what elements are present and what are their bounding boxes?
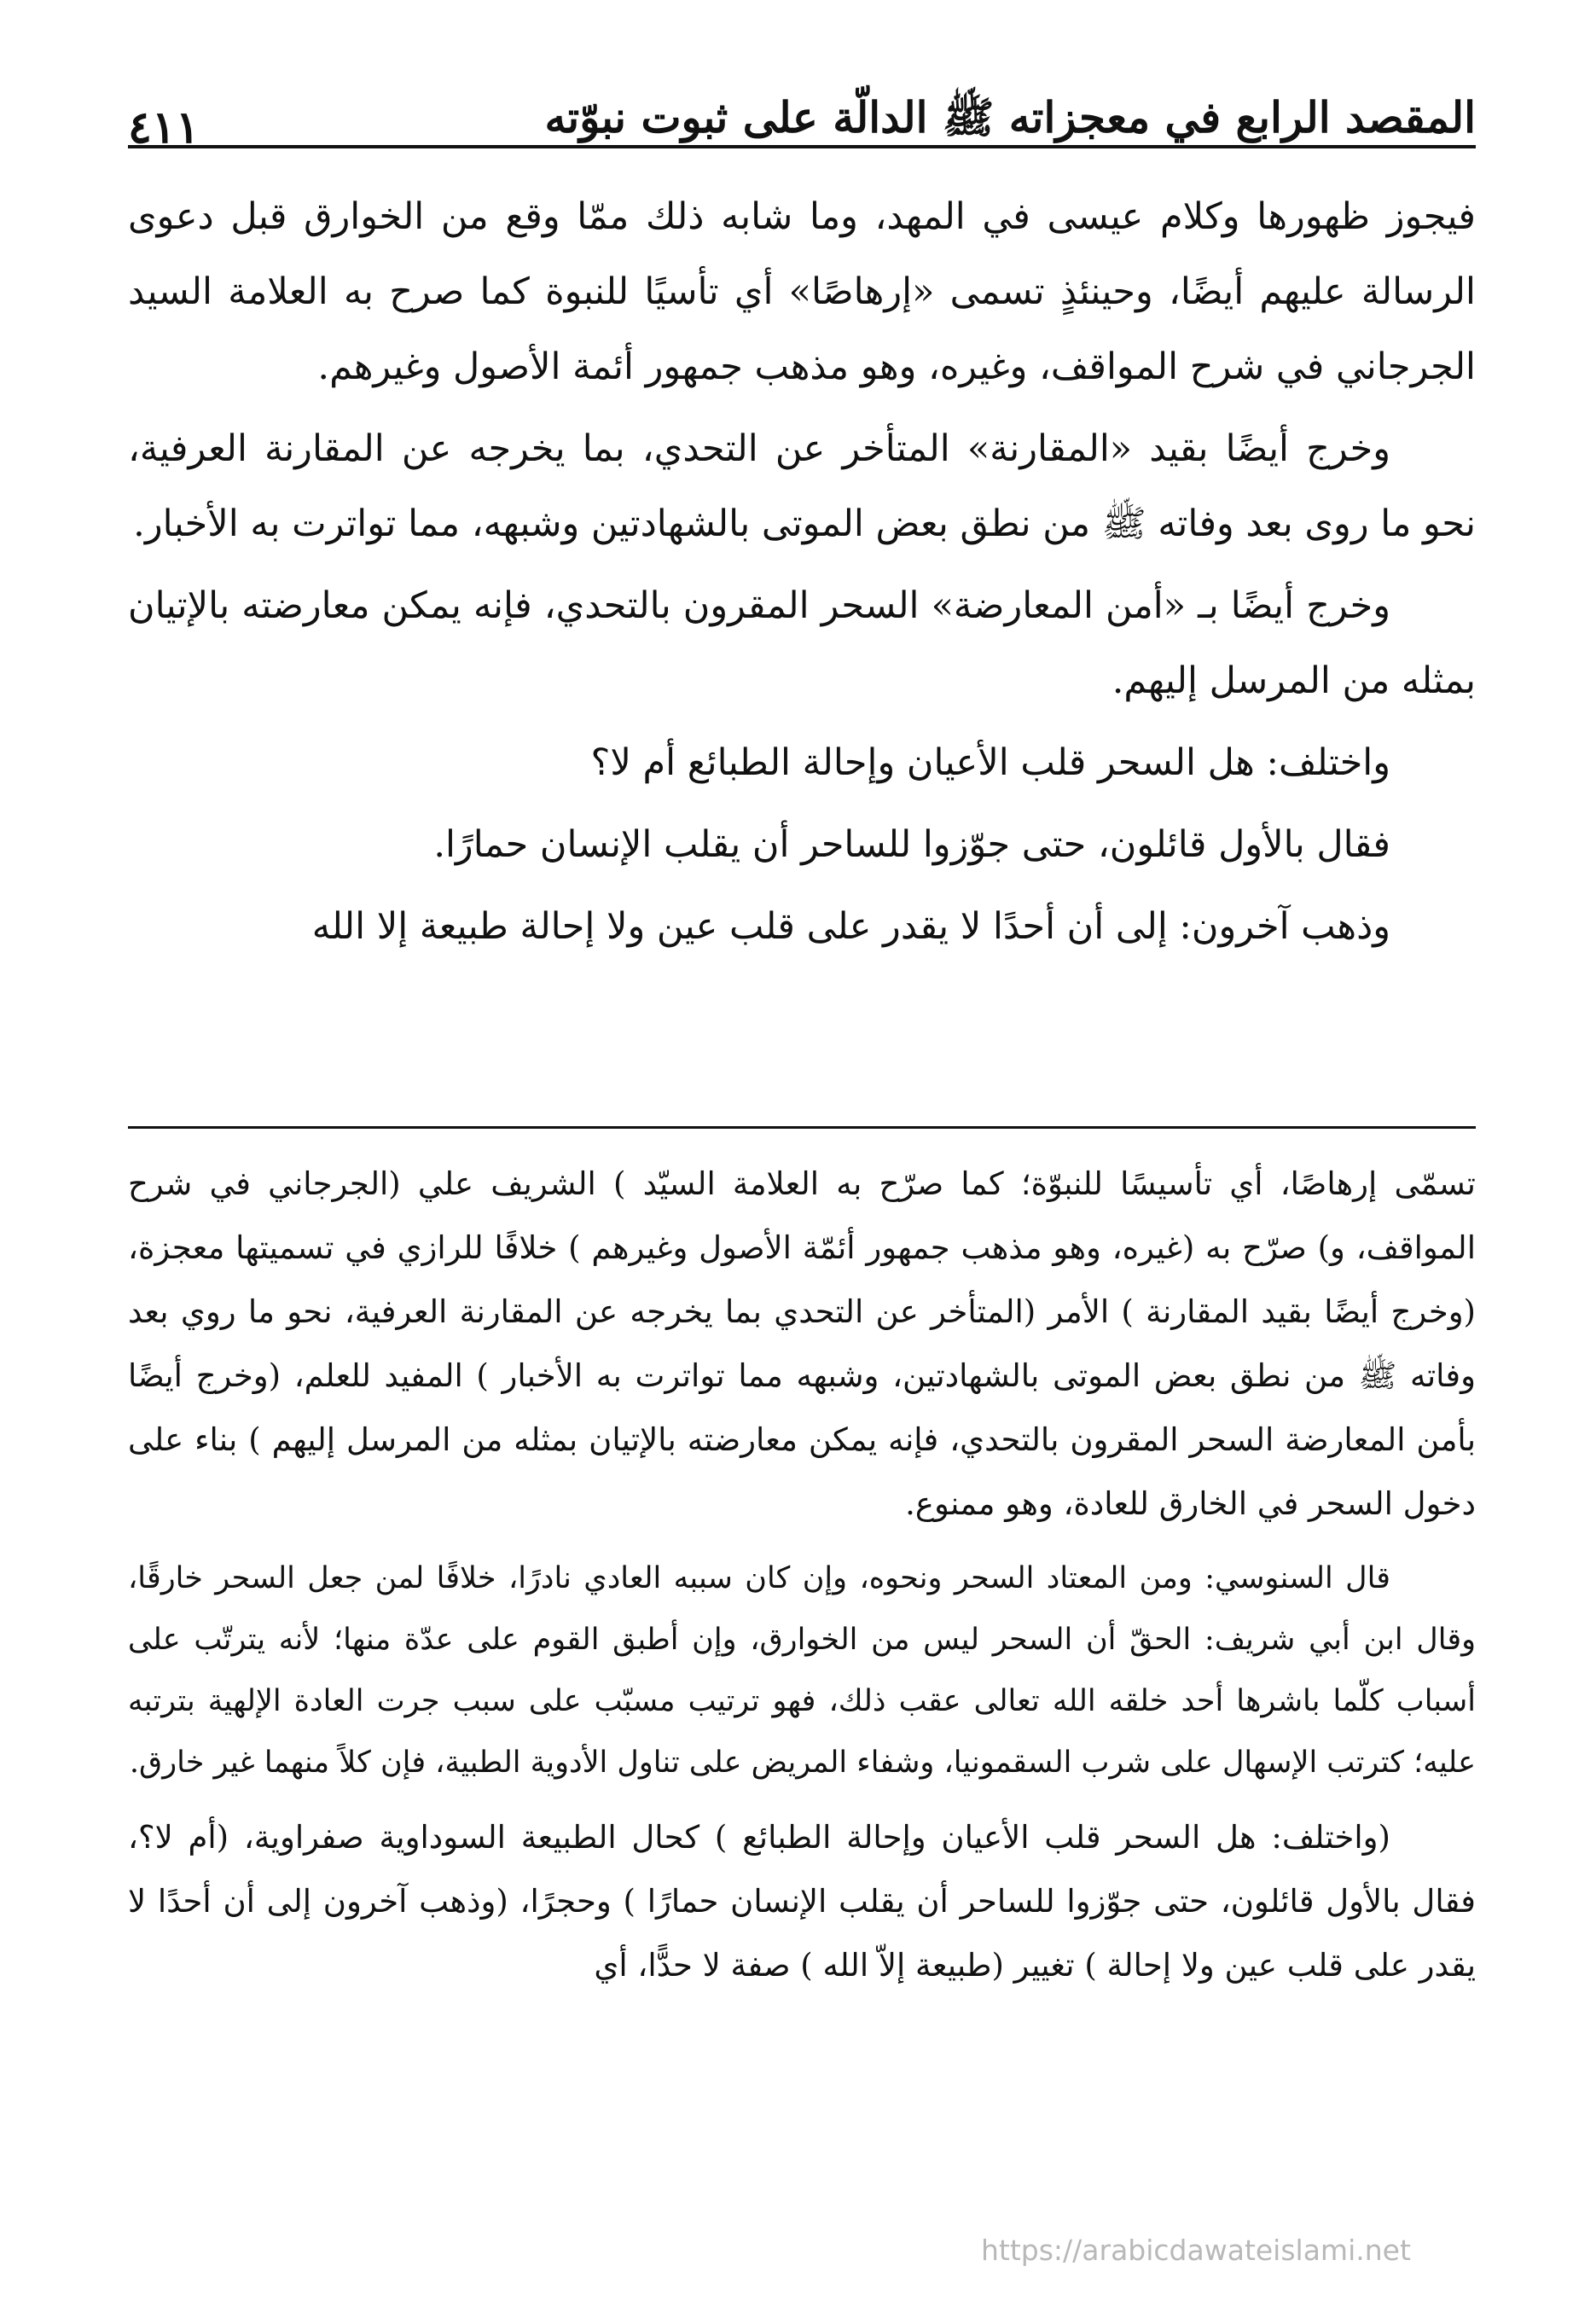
header-rule bbox=[128, 145, 1476, 148]
main-paragraph: واختلف: هل السحر قلب الأعيان وإحالة الطبائع أم لا؟ bbox=[590, 741, 1390, 784]
commentary-paragraph: (واختلف: هل السحر قلب الأعيان وإحالة الطبائع ) كحال الطبيعة السوداوية صفراوية، (أم لا؟، فقال بالأول قائلون، حتى جوّزوا للساحر أن يقلب الإنسان حمارًا ) وحجرًا، (وذهب آخرون إلى أن أحدًا لا يقدر على قلب عين ولا إحالة ) تغيير (طبيعة إلاّ الله ) صفة لا حدًّا، أي bbox=[128, 1819, 1476, 1984]
commentary-paragraph: قال السنوسي: ومن المعتاد السحر ونحوه، وإن كان سببه العادي نادرًا، خلافًا لمن جعل السحر خارقًا، وقال ابن أبي شريف: الحقّ أن السحر ليس من الخوارق، وإن أطبق القوم على عدّة منها؛ لأنه يترتّب على أسباب كلّما باشرها أحد خلقه الله تعالى عقب ذلك، فهو ترتيب مسبّب على سبب جرت العادة الإلهية بترتبه عليه؛ كترتب الإسهال على شرب السقمونيا، وشفاء المريض على تناول الأدوية الطبية، فإن كلاً منهما غير خارق. bbox=[128, 1561, 1476, 1780]
main-paragraph: وخرج أيضًا بـ «أمن المعارضة» السحر المقرون بالتحدي، فإنه يمكن معارضته بالإتيان بمثله من المرسل إليهم. bbox=[128, 584, 1476, 702]
main-paragraph: فيجوز ظهورها وكلام عيسى في المهد، وما شابه ذلك ممّا وقع من الخوارق قبل دعوى الرسالة عليهم أيضًا، وحينئذٍ تسمى «إرهاصًا» أي تأسيًا للنبوة كما صرح به العلامة السيد الجرجاني في شرح المواقف، وغيره، وهو مذهب جمهور أئمة الأصول وغيرهم. bbox=[128, 195, 1476, 388]
main-paragraph: وخرج أيضًا بقيد «المقارنة» المتأخر عن التحدي، بما يخرجه عن المقارنة العرفية، نحو ما روى بعد وفاته ﷺ من نطق بعض الموتى بالشهادتين وشبهه، مما تواترت به الأخبار. bbox=[128, 427, 1476, 545]
main-paragraph: فقال بالأول قائلون، حتى جوّزوا للساحر أن يقلب الإنسان حمارًا. bbox=[433, 823, 1390, 866]
main-paragraph: وذهب آخرون: إلى أن أحدًا لا يقدر على قلب عين ولا إحالة طبيعة إلا الله bbox=[311, 905, 1390, 948]
page-number: ٤١١ bbox=[128, 102, 200, 154]
watermark-url: https://arabicdawateislami.net bbox=[981, 2234, 1411, 2267]
commentary-paragraph: تسمّى إرهاصًا، أي تأسيسًا للنبوّة؛ كما صرّح به العلامة السيّد ) الشريف علي (الجرجاني في شرح المواقف، و) صرّح به (غيره، وهو مذهب جمهور أئمّة الأصول وغيرهم ) خلافًا للرازي في تسميتها معجزة، (وخرج أيضًا بقيد المقارنة ) الأمر (المتأخر عن التحدي بما يخرجه عن المقارنة العرفية، نحو ما روي بعد وفاته ﷺ من نطق بعض الموتى بالشهادتين، وشبهه مما تواترت به الأخبار ) المفيد للعلم، (وخرج أيضًا بأمن المعارضة السحر المقرون بالتحدي، فإنه يمكن معارضته بالإتيان بمثله من المرسل إليهم ) بناء على دخول السحر في الخارق للعادة، وهو ممنوع. bbox=[128, 1165, 1476, 1522]
page-header bbox=[128, 68, 1476, 154]
book-page bbox=[128, 51, 1476, 2304]
commentary-section bbox=[128, 1152, 1476, 2009]
footnote-divider bbox=[128, 1126, 1476, 1129]
main-text bbox=[128, 179, 1476, 971]
running-title: المقصد الرابع في معجزاته ﷺ الدالّة على ثبوت نبوّته bbox=[544, 92, 1476, 142]
